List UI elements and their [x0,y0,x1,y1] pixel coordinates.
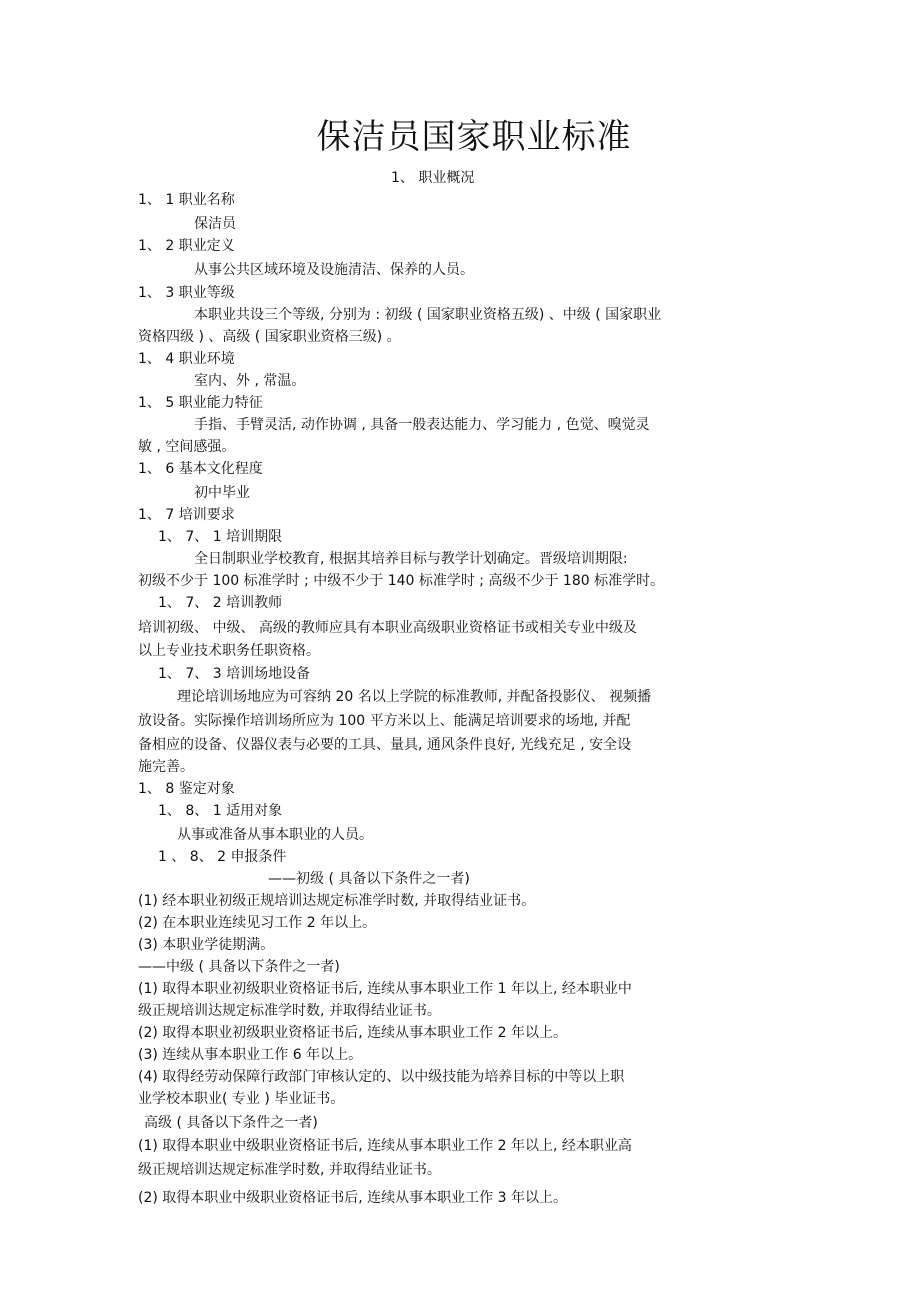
paragraph-line: 保洁员 [194,216,236,232]
subsection-heading: 1、 5 职业能力特征 [138,395,263,411]
paragraph-line: 从事或准备从事本职业的人员。 [177,827,373,843]
subsection-heading: 1、 6 基本文化程度 [138,461,263,477]
paragraph-line: 备相应的设备、仪器仪表与必要的工具、量具, 通风条件良好, 光线充足 , 安全设 [138,737,632,753]
subsection-heading: 1、 8、 1 适用对象 [158,803,283,819]
paragraph-line: 敏 , 空间感强。 [138,439,236,455]
subsection-heading: 1、 4 职业环境 [138,351,235,367]
paragraph-line: 初中毕业 [194,485,250,501]
paragraph-line: 全日制职业学校教育, 根据其培养目标与教学计划确定。晋级培训期限: [194,551,628,567]
subsection-heading: 1、 7、 3 培训场地设备 [158,666,311,682]
paragraph-line: 室内、外 , 常温。 [194,373,306,389]
condition-item: (1) 取得本职业中级职业资格证书后, 连续从事本职业工作 2 年以上, 经本职业高 [138,1138,632,1154]
subsection-heading: 1、 7 培训要求 [138,507,235,523]
condition-item: (3) 本职业学徒期满。 [138,937,275,953]
condition-item: (1) 取得本职业初级职业资格证书后, 连续从事本职业工作 1 年以上, 经本职业中 [138,981,632,997]
paragraph-line: 以上专业技术职务任职资格。 [138,643,320,659]
condition-item: 业学校本职业( 专业 ) 毕业证书。 [138,1091,345,1107]
condition-item: (2) 取得本职业中级职业资格证书后, 连续从事本职业工作 3 年以上。 [138,1190,567,1206]
condition-item: (2) 在本职业连续见习工作 2 年以上。 [138,915,377,931]
level-heading: 高级 ( 具备以下条件之一者) [144,1115,318,1131]
paragraph-line: 初级不少于 100 标准学时 ; 中级不少于 140 标准学时 ; 高级不少于 180 标准学时。 [138,573,665,589]
level-heading: ——中级 ( 具备以下条件之一者) [138,959,340,975]
subsection-heading: 1 、 8、 2 申报条件 [158,849,287,865]
paragraph-line: 放设备。实际操作培训场所应为 100 平方米以上、能满足培训要求的场地, 并配 [138,713,631,729]
section-heading: 1、 职业概况 [391,170,475,186]
paragraph-line: 从事公共区域环境及设施清洁、保养的人员。 [194,262,474,278]
paragraph-line: 理论培训场地应为可容纳 20 名以上学院的标准教师, 并配备投影仪、 视频播 [177,689,652,705]
condition-item: (4) 取得经劳动保障行政部门审核认定的、以中级技能为培养目标的中等以上职 [138,1069,625,1085]
subsection-heading: 1、 2 职业定义 [138,238,235,254]
paragraph-line: 施完善。 [138,759,194,775]
subsection-heading: 1、 1 职业名称 [138,192,235,208]
condition-item: 级正规培训达规定标准学时数, 并取得结业证书。 [138,1162,441,1178]
condition-item: (1) 经本职业初级正规培训达规定标准学时数, 并取得结业证书。 [138,893,536,909]
subsection-heading: 1、 7、 2 培训教师 [158,595,283,611]
condition-item: (2) 取得本职业初级职业资格证书后, 连续从事本职业工作 2 年以上。 [138,1025,567,1041]
subsection-heading: 1、 3 职业等级 [138,285,235,301]
level-heading: ——初级 ( 具备以下条件之一者) [268,871,470,887]
condition-item: (3) 连续从事本职业工作 6 年以上。 [138,1047,363,1063]
paragraph-line: 本职业共设三个等级, 分别为 : 初级 ( 国家职业资格五级) 、中级 ( 国家职业 [194,307,662,323]
paragraph-line: 资格四级 ) 、高级 ( 国家职业资格三级) 。 [138,329,401,345]
subsection-heading: 1、 7、 1 培训期限 [158,529,283,545]
paragraph-line: 手指、手臂灵活, 动作协调 , 具备一般表达能力、学习能力 , 色觉、嗅觉灵 [194,417,650,433]
page-title: 保洁员国家职业标准 [316,117,632,157]
condition-item: 级正规培训达规定标准学时数, 并取得结业证书。 [138,1003,441,1019]
subsection-heading: 1、 8 鉴定对象 [138,781,235,797]
paragraph-line: 培训初级、 中级、 高级的教师应具有本职业高级职业资格证书或相关专业中级及 [138,620,637,636]
